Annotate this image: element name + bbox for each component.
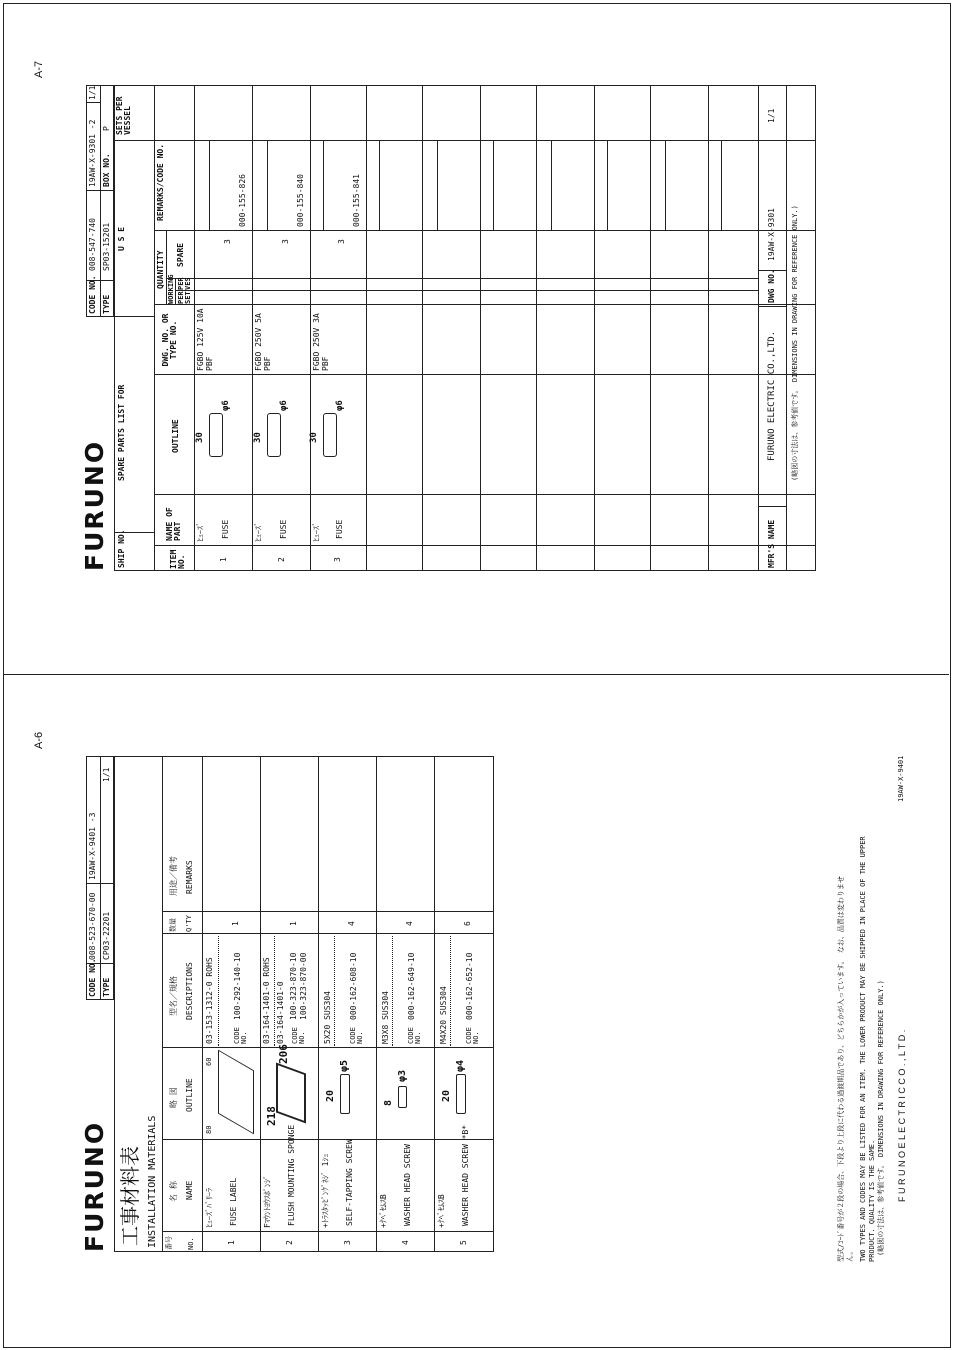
col-qty-jp: 数量	[169, 918, 177, 932]
col-remarks: REMARKS/CODE NO.	[156, 143, 165, 221]
install-code-no: 008-523-670-00	[88, 892, 97, 960]
col-desc-jp: 型名／規格	[169, 976, 178, 1016]
spare-box-no: P	[102, 126, 111, 131]
col-working: WORKING	[167, 274, 175, 304]
note-en-1: TWO TYPES AND CODES MAY BE LISTED FOR AN ITEM. THE LOWER PRODUCT MAY BE SHIPPED IN PLACE OF THE UPPER	[859, 836, 867, 1262]
col-no-jp: 番号	[165, 1236, 173, 1250]
install-type: CP03-22201	[102, 911, 111, 960]
install-title-en: INSTALLATION MATERIALS	[147, 1115, 158, 1248]
sets-per-vessel: SETS PER VESSEL	[115, 96, 132, 135]
col-outline: OUTLINE	[171, 419, 180, 453]
screw-outline-3	[456, 1074, 466, 1114]
mfr-label: MFR'S NAME	[767, 519, 776, 568]
col-per-ves: PER VES	[177, 277, 192, 290]
note-jp-1: 型式/ｺｰﾄﾞ番号が２段の場合、下段より上段に代わる過渡期品であり、どちらかが入っています。 なお、品質は変わりませ	[837, 876, 845, 1262]
spare-page-bottom: 1/1	[767, 108, 776, 123]
col-quantity: QUANTITY	[156, 250, 165, 289]
mfr-name: FURUNO ELECTRIC CO.,LTD.	[767, 330, 777, 461]
note-company: F U R U N O E L E C T R I C C O . , L T D .	[897, 1029, 907, 1202]
spare-type-label: TYPE	[102, 294, 111, 314]
install-notes	[838, 742, 928, 1262]
dwg-no: 19AW-X-9301	[767, 208, 776, 261]
page-label-top: A-7	[33, 60, 45, 78]
spare-box-no-label: BOX NO.	[102, 153, 111, 187]
sponge-outline	[276, 1063, 306, 1124]
spare-type: SP03-15201	[102, 222, 111, 271]
spare-code-no-label: CODE NO.	[88, 275, 97, 314]
install-code-no-label: CODE NO.	[88, 958, 97, 997]
col-outline: OUTLINE	[185, 1078, 194, 1112]
col-no: NO.	[187, 1237, 195, 1250]
furuno-logo: FURUNO	[80, 439, 109, 571]
screw-outline-1	[340, 1074, 350, 1114]
note-en-2: PRODUCT. QUALITY IS THE SAME.	[868, 1139, 876, 1262]
col-item-no: ITEM NO.	[169, 549, 186, 569]
ship-no-label: SHIP NO.	[117, 529, 126, 568]
install-type-label: TYPE	[102, 977, 111, 997]
furuno-logo-2: FURUNO	[80, 1120, 109, 1252]
install-title-jp: 工事材料表	[118, 1146, 142, 1246]
note-dwg: 19AW-X-9401	[897, 755, 905, 802]
screw-outline-2	[398, 1086, 407, 1108]
spare-parts-sheet: FURUNO CODE NO. 008-547-740 19AW-X-9301 -2 1/1 TYPE SP03-15201 BOX NO. P SHIP NO. SPARE PARTS LIST FOR U S E SETS PER VESSEL ITEM NO. NAME OF PART OUTLINE DWG. NO. OR TYPE NO. QUANTITY WORKING PER SET PER VES SPARE REMARKS/CODE NO. 1 ﾋｭｰｽﾞ FUSE 30 φ6 FGBO 125V 10A PBF 3 000-155-826 2 ﾋｭｰｽﾞ FUSE 30 φ6 FGBO 250V 5A PBF 3 000-155-840 3 ﾋｭｰｽﾞ FUSE 30 φ6 FGBO 250V 3A PBF 3 000-155-841 MFR'S NAME FURUNO ELECTRIC CO.,LTD. DWG NO. 19AW-X-9301 1/1 (略図の寸法は、参考値です。 DIMENSIONS IN DRAWING FOR REFERENCE ONLY.)	[82, 85, 820, 571]
note-ref: (略図の寸法は、参考値です。 DIMENSIONS IN DRAWING FOR REFERENCE ONLY.)	[877, 980, 885, 1256]
install-page: 1/1	[102, 767, 111, 782]
col-name-jp: 名 称	[169, 1181, 178, 1202]
col-outline-jp: 略 図	[169, 1087, 178, 1108]
spare-page-top: 1/1	[88, 85, 97, 100]
install-doc-no: 19AW-X-9401 -3	[88, 812, 97, 880]
col-name: NAME	[185, 1180, 194, 1200]
col-name-of-part: NAME OF PART	[165, 507, 182, 541]
col-per-set: PER SET	[177, 291, 192, 304]
use-label: U S E	[117, 226, 126, 251]
col-dwg-no: DWG. NO. OR TYPE NO.	[161, 313, 178, 367]
spare-parts-for: SPARE PARTS LIST FOR	[117, 384, 126, 481]
spare-code-no: 008-547-740	[88, 218, 97, 271]
col-spare: SPARE	[176, 242, 185, 267]
page-label-bottom: A-6	[33, 731, 45, 749]
dwg-no-label: DWG NO.	[767, 269, 776, 303]
spare-ref-note: (略図の寸法は、参考値です。 DIMENSIONS IN DRAWING FOR REFERENCE ONLY.)	[791, 205, 799, 481]
note-jp-1b: ん。	[846, 1247, 854, 1262]
installation-sheet: FURUNO CODE NO. 008-523-670-00 19AW-X-9401 -3 TYPE CP03-22201 1/1 工事材料表 INSTALLATION MATERIALS 番号 NO. 名 称 NAME 略 図 OUTLINE 型名／規格 DESCRIPTIONS 数量 Q'TY 用途／備考 REMARKS 1 ﾋｭｰｽﾞﾊﾞﾘｰﾗ FUSE LABEL 80 60 03-153-1312-0 ROHS CODE NO. 100-292-140-10 1 2 Fﾏｳﾝﾄﾖｳｽﾎﾟﾝｼﾞ FLUSH MOUNTING SPONGE 218 206 03-164-1401-0 ROHS 03-164-1401-0 CODE NO. 100-323-870-10 100-323-870-00 1 3 +ﾄﾗｽﾀｯﾋﾟﾝｸﾞﾈｼﾞ 1ｼｭ SELF-TAPPING SCREW 20 φ5 5X20 SUS304 CODE NO. 000-162-608-10 4 4 +ﾅﾍﾞｾﾑｽB WASHER HEAD SCREW 8 φ3 M3X8 SUS304 CODE NO. 000-162-649-10 4 5 +ﾅﾍﾞｾﾑｽB WASHER HEAD SCREW *B* 20 φ4 M4X20 SUS304 CODE NO. 000-162-652-10 6	[82, 422, 504, 1252]
col-desc: DESCRIPTIONS	[185, 962, 194, 1020]
col-qty: Q'TY	[185, 915, 193, 932]
col-remarks: REMARKS	[185, 860, 194, 894]
col-remarks-jp: 用途／備考	[169, 856, 178, 896]
spare-doc-no: 19AW-X-9301 -2	[88, 119, 97, 187]
